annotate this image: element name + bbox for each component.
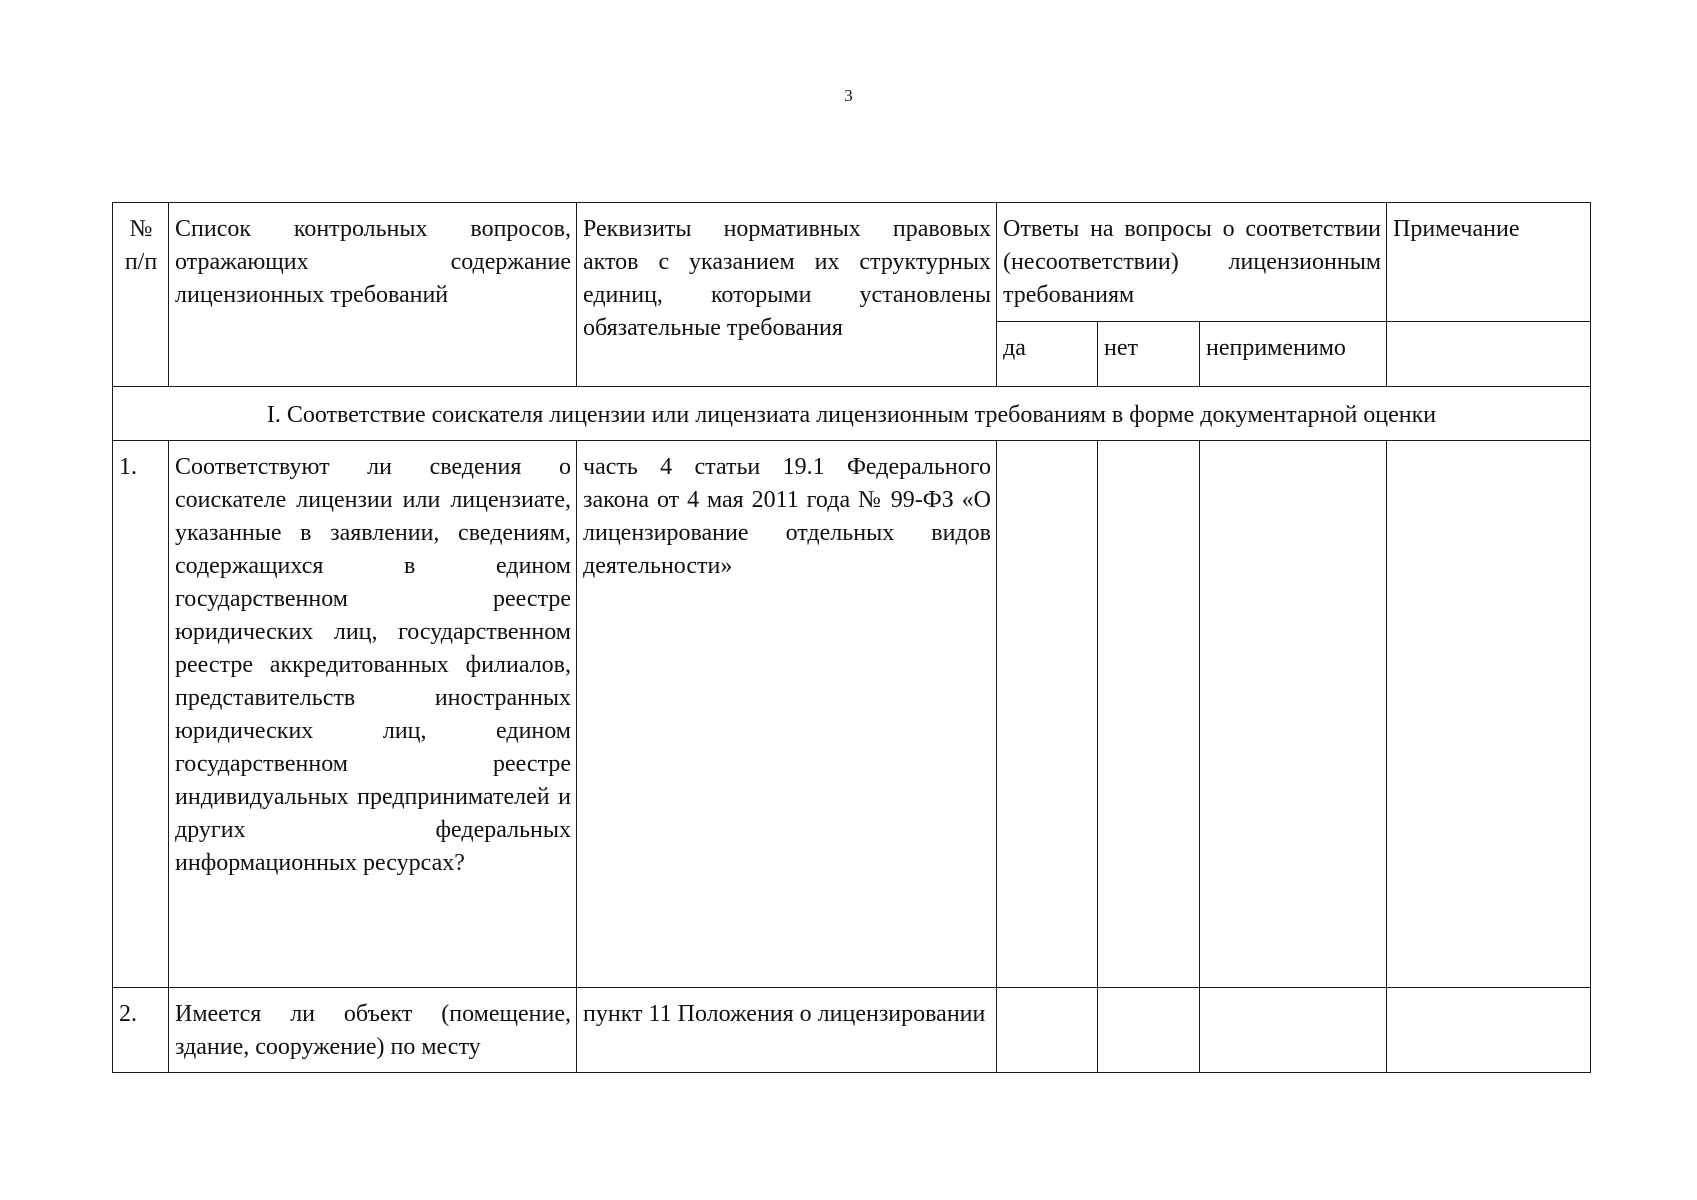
row-note [1387,441,1591,988]
row-number: 1. [113,441,169,988]
header-legal-acts-text: Реквизиты нормативных правовых актов с указанием их структурных единиц, которыми установлены обязательные требования [583,216,991,341]
row-answer-no [1098,441,1200,988]
row-number: 2. [113,988,169,1073]
section-title: I. Соответствие соискателя лицензии или лицензиата лицензионным требованиям в форме документарной оценки [113,387,1591,441]
header-answer-no [1098,322,1200,387]
row-answer-na [1200,988,1387,1073]
header-answers-text: Ответы на вопросы о соответствии (несоответствии) лицензионным требованиям [1003,216,1382,308]
section-row [113,387,1591,441]
header-legal-acts [577,203,997,387]
row-answer-yes [997,441,1098,988]
table-header-row [113,203,1591,322]
table-row [113,988,1591,1073]
row-answer-no [1098,988,1200,1073]
row-legal-act: часть 4 статьи 19.1 Федерального закона от 4 мая 2011 года № 99-ФЗ «О лицензирование отдельных видов деятельности» [577,441,997,988]
page-number: 3 [844,86,853,105]
checklist-table [112,202,1591,1073]
header-answers [997,203,1387,322]
header-note-empty [1387,322,1591,387]
header-questions-text: Список контрольных вопросов, отражающих содержание лицензионных требований [175,216,571,308]
table-row [113,441,1591,988]
row-legal-act: пункт 11 Положения о лицензировании [577,988,997,1073]
row-question: Имеется ли объект (помещение, здание, сооружение) по месту [169,988,577,1073]
header-answer-na [1200,322,1387,387]
header-note [1387,203,1591,322]
header-answer-yes-text: да [1003,335,1026,361]
header-number [113,203,169,387]
header-answer-na-text: неприменимо [1206,335,1346,361]
header-questions [169,203,577,387]
header-answer-no-text: нет [1104,335,1138,361]
header-answer-yes [997,322,1098,387]
header-note-text: Примечание [1393,216,1520,242]
row-note [1387,988,1591,1073]
row-answer-yes [997,988,1098,1073]
row-answer-na [1200,441,1387,988]
header-number-text: № п/п [124,216,158,275]
row-question: Соответствуют ли сведения о соискателе лицензии или лицензиате, указанные в заявлении, сведениям, содержащихся в едином государственном реестре юридических лиц, государственном реестре аккредитованных филиалов, представительств иностранных юридических лиц, едином государственном реестре индивидуальных предпринимателей и других федеральных информационных ресурсах? [169,441,577,988]
